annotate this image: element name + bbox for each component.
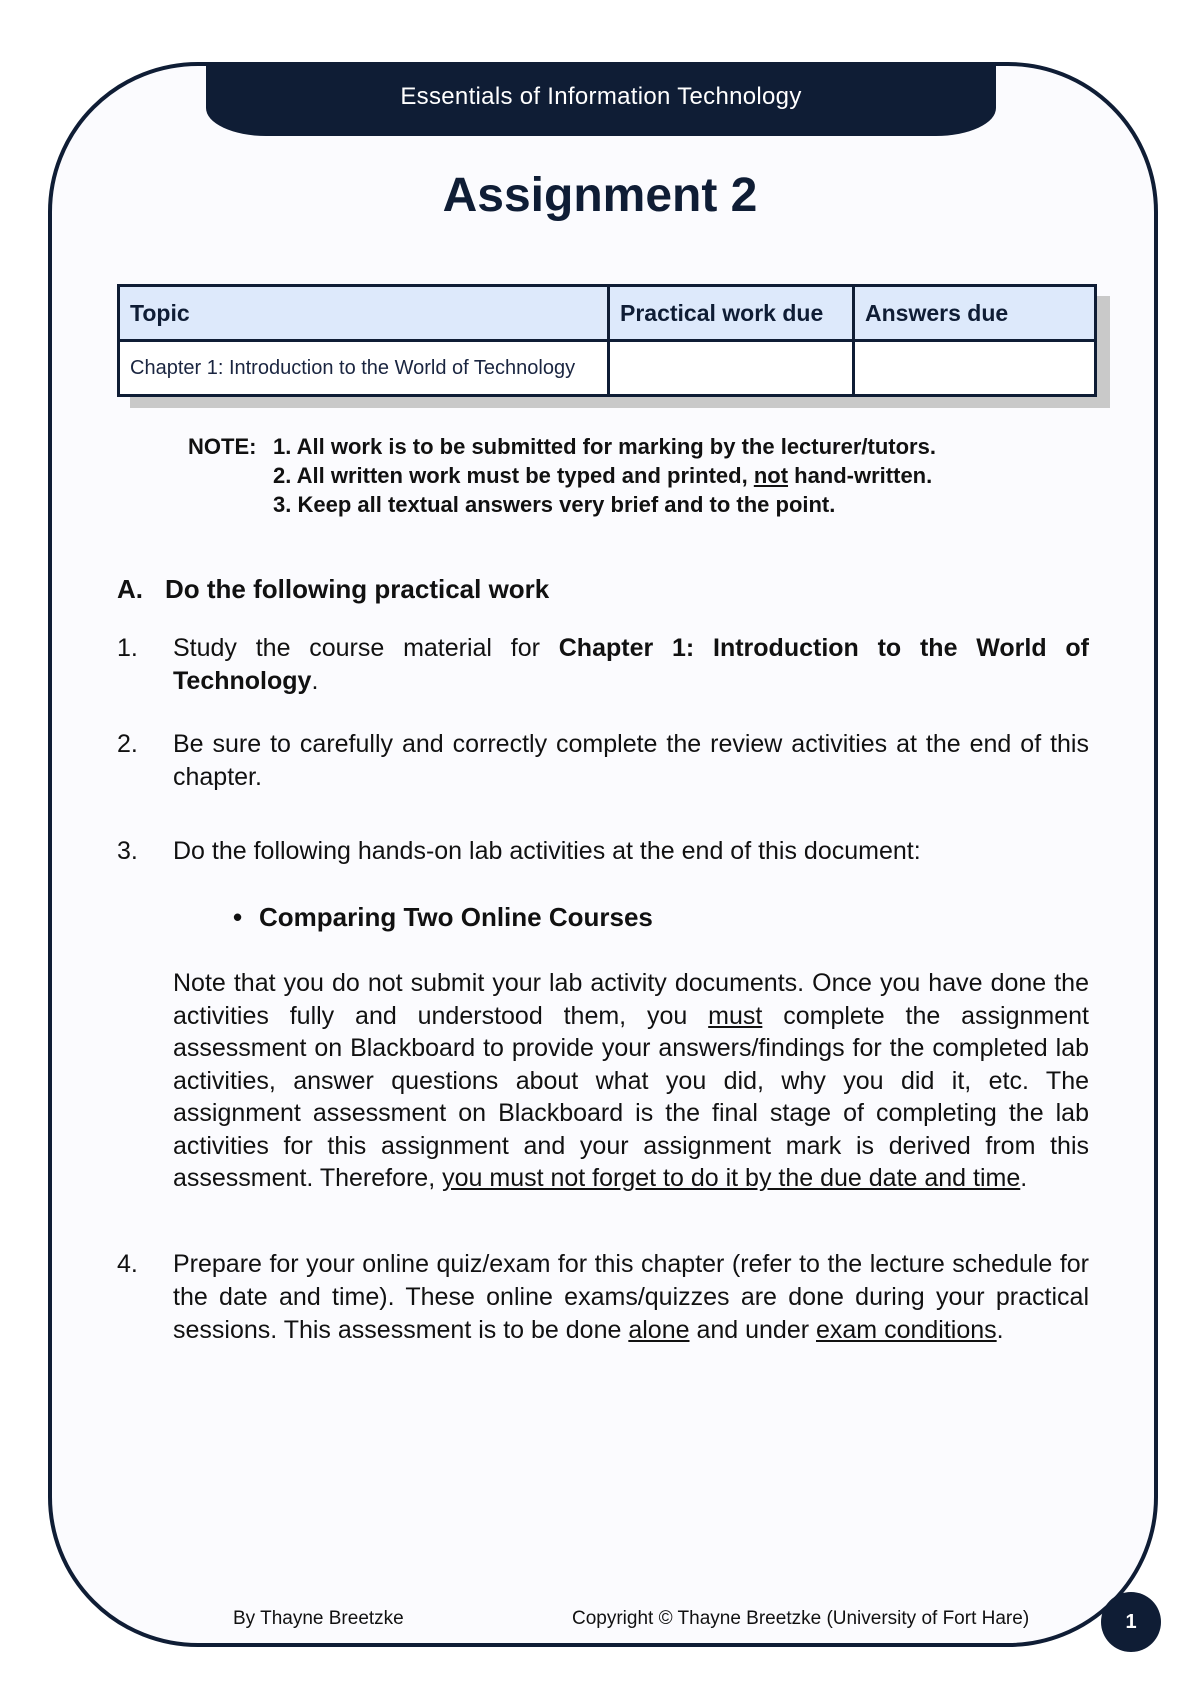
table-row [119,341,1096,396]
item-4-underlined-alone: alone [628,1316,690,1344]
note-item-2-end: hand-written. [788,463,933,488]
cell-topic: Chapter 1: Introduction to the World of Technology [119,341,609,396]
note-block [188,432,936,519]
item-3-text: Do the following hands-on lab activities at the end of this document: [173,837,921,865]
note-item-3: 3. Keep all textual answers very brief and to the point. [273,492,836,517]
due-dates-table [117,284,1097,397]
lab-activity-name: Comparing Two Online Courses [259,902,653,932]
section-heading [117,574,549,605]
footer-author: By Thayne Breetzke [233,1608,404,1629]
item-4-text-1: Prepare for your online quiz/exam for this chapter (refer to the lecture schedule for the date and time). These online exams/quizzes are done during your practical sessions. This assessment is to be done [173,1250,1089,1344]
note-label: NOTE: [188,434,257,459]
note-item-1: 1. All work is to be submitted for marking by the lecturer/tutors. [273,434,936,459]
list-number: 1. [117,634,138,662]
cell-answers-due [854,341,1096,396]
item-4-text-2: and under [689,1316,816,1344]
list-item-4 [117,1248,1089,1347]
lab-note-paragraph [173,967,1089,1195]
list-item-3 [117,835,1089,868]
header-topic: Topic [119,286,609,341]
para-text-2: complete the assignment assessment on Blackboard to provide your answers/findings for the completed lab activities, answer questions about what you did, why you did it, etc. The assignment assessment on Blackboard is the final stage of completing the lab activities for this assignment and your assignment mark is derived from this assessment. Therefore, [173,1001,1089,1192]
header-answers-due: Answers due [854,286,1096,341]
para-underlined-deadline: you must not forget to do it by the due date and time [442,1164,1021,1192]
section-heading-text: Do the following practical work [165,574,550,604]
list-number: 2. [117,730,138,758]
para-text-1: Note that you do not submit your lab activity documents. Once you have done the activities fully and understood them, you [173,969,1089,1030]
table-header-row [119,286,1096,341]
section-letter: A. [117,574,143,604]
item-4-underlined-conditions: exam conditions [816,1316,997,1344]
header-practical-due: Practical work due [609,286,854,341]
item-1-end: . [311,667,319,695]
cell-practical-due [609,341,854,396]
page-number: 1 [1125,1610,1137,1633]
page-number-badge [1101,1592,1161,1652]
list-item-1 [117,632,1089,698]
note-item-2-underlined: not [753,463,789,488]
lab-activity-bullet [233,902,653,933]
item-1-chapter: Chapter 1: Introduction to the World of Technology [173,634,1090,695]
bullet-dot: • [233,902,243,932]
para-underlined-must: must [708,1001,763,1030]
course-title: Essentials of Information Technology [400,83,802,110]
list-number: 4. [117,1250,138,1278]
item-1-text: Study the course material for [173,634,559,662]
note-item-2 [273,461,932,490]
page-title: Assignment 2 [442,169,758,222]
list-number: 3. [117,837,138,865]
note-item-2-text: 2. All written work must be typed and printed, [273,463,754,488]
item-4-text-3: . [996,1316,1004,1344]
para-text-3: . [1020,1164,1028,1192]
list-item-2 [117,728,1089,794]
footer-copyright: Copyright © Thayne Breetzke (University of Fort Hare) [572,1608,1030,1629]
course-header-tab [206,62,996,136]
item-2-text: Be sure to carefully and correctly complete the review activities at the end of this chapter. [173,730,1089,791]
